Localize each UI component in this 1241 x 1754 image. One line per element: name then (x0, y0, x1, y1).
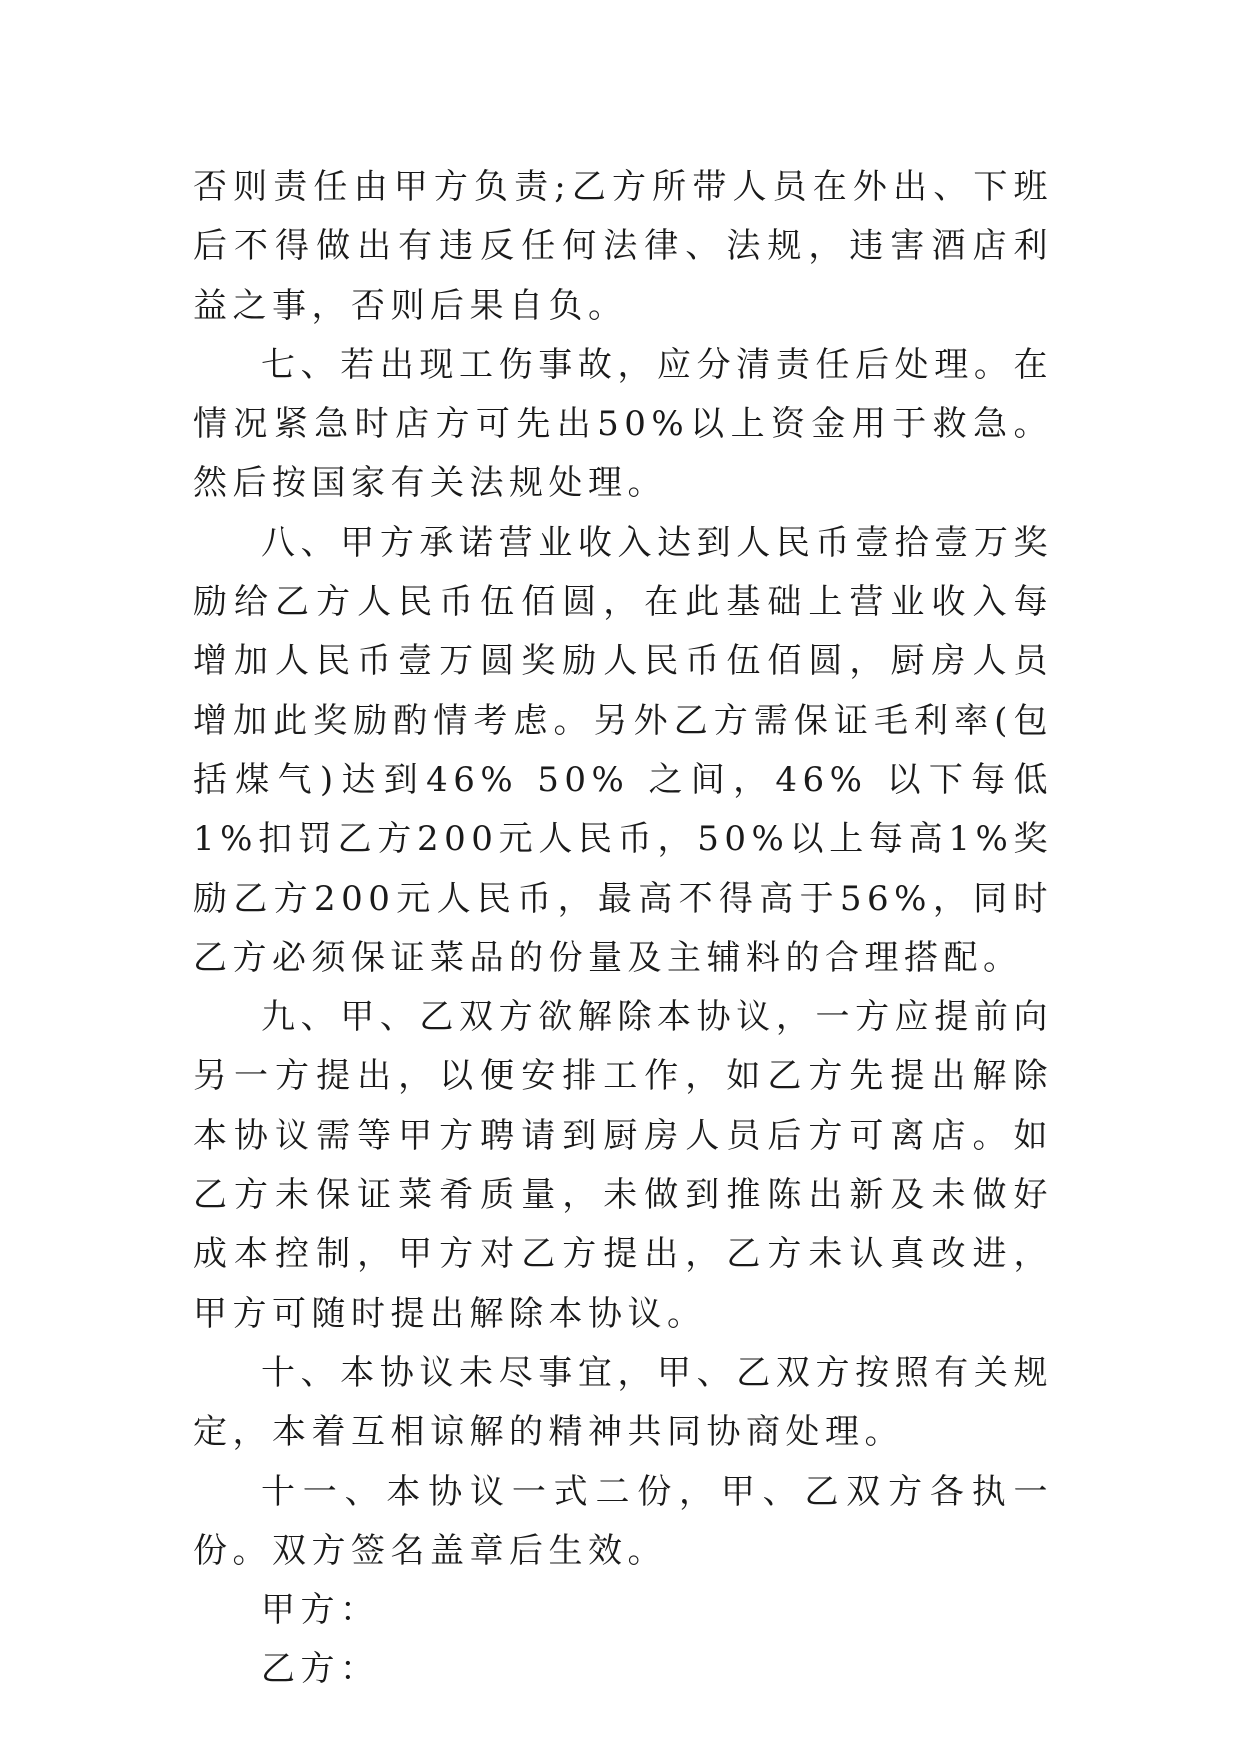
clause-11: 十一、本协议一式二份，甲、乙双方各执一份。双方签名盖章后生效。 (193, 1471, 1053, 1571)
document-body (193, 158, 1053, 1700)
clause-9: 九、甲、乙双方欲解除本协议，一方应提前向另一方提出，以便安排工作，如乙方先提出解除本协议需等甲方聘请到厨房人员后方可离店。如乙方未保证菜肴质量，未做到推陈出新及未做好成本控制，甲方对乙方提出，乙方未认真改进，甲方可随时提出解除本协议。 (193, 997, 1053, 1334)
party-b-signature-label: 乙方： (261, 1649, 380, 1690)
clause-7: 七、若出现工伤事故，应分清责任后处理。在情况紧急时店方可先出50%以上资金用于救急。然后按国家有关法规处理。 (193, 344, 1053, 504)
clause-8: 八、甲方承诺营业收入达到人民币壹拾壹万奖励给乙方人民币伍佰圆，在此基础上营业收入每增加人民币壹万圆奖励人民币伍佰圆，厨房人员增加此奖励酌情考虑。另外乙方需保证毛利率(包括煤气)达到46% 50% 之间，46% 以下每低1%扣罚乙方200元人民币，50%以上每高1%奖励乙方200元人民币，最高不得高于56%，同时乙方必须保证菜品的份量及主辅料的合理搭配。 (193, 522, 1053, 978)
party-a-signature-label: 甲方： (261, 1590, 380, 1631)
paragraph-continuation: 否则责任由甲方负责;乙方所带人员在外出、下班后不得做出有违反任何法律、法规，违害酒店利益之事，否则后果自负。 (193, 167, 1053, 326)
clause-10: 十、本协议未尽事宜，甲、乙双方按照有关规定，本着互相谅解的精神共同协商处理。 (193, 1352, 1053, 1453)
